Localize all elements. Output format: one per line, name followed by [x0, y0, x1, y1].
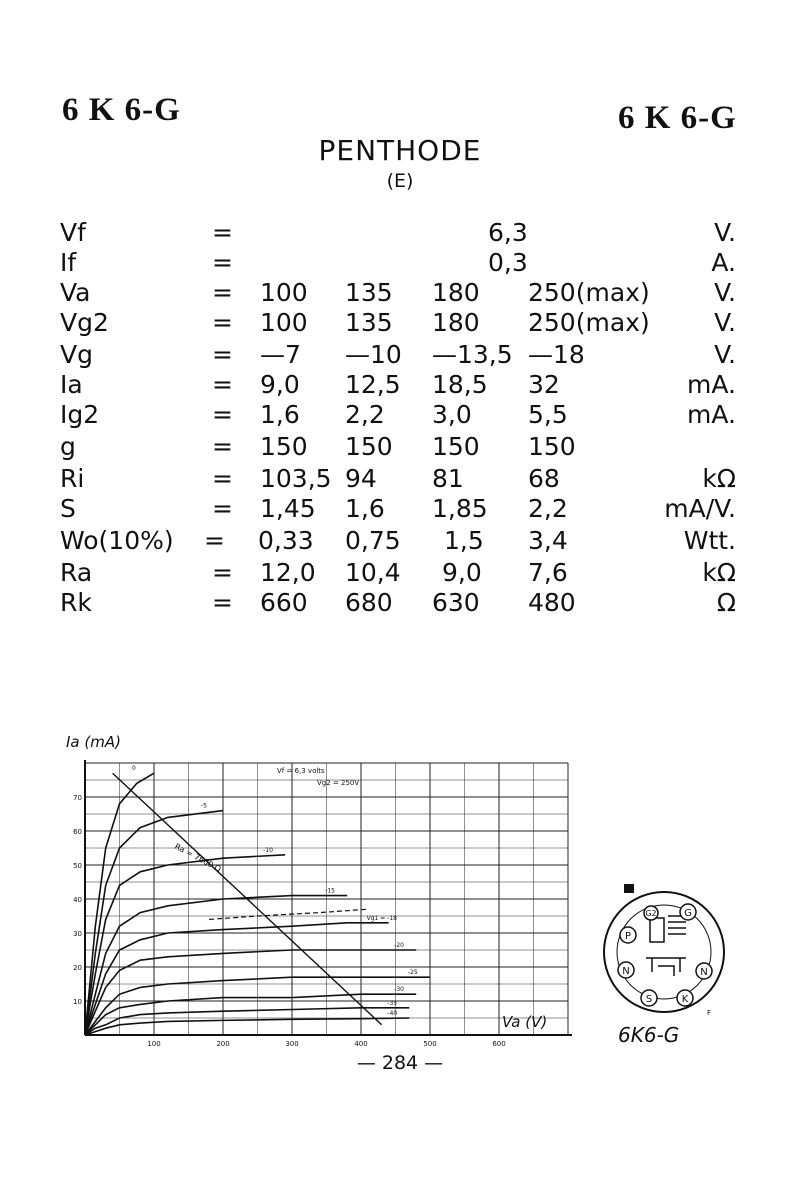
param-symbol: S	[60, 494, 76, 523]
param-value: 135	[345, 278, 393, 307]
param-symbol: If	[60, 248, 77, 277]
param-symbol: Ia	[60, 370, 83, 399]
param-unit: mA.	[687, 370, 736, 399]
param-value: —7	[260, 340, 301, 369]
curve-label: -15	[325, 887, 336, 895]
y-axis-label: Ia (mA)	[66, 733, 121, 751]
param-equals: =	[212, 308, 233, 337]
anode-characteristics-chart	[62, 725, 582, 1050]
param-row-vf	[0, 218, 800, 250]
param-value: 9,0	[260, 370, 300, 399]
param-equals: =	[212, 558, 233, 587]
param-value: 103,5	[260, 464, 332, 493]
pin-label: F	[707, 1009, 712, 1017]
screen-current-curve	[209, 909, 368, 919]
param-symbol: Va	[60, 278, 91, 307]
param-value: 250(max)	[528, 278, 650, 307]
x-tick-label: 100	[147, 1040, 161, 1048]
param-unit: mA/V.	[664, 494, 736, 523]
param-value: 250(max)	[528, 308, 650, 337]
param-row-g	[0, 432, 800, 464]
pin-label: G2	[645, 909, 657, 918]
x-axis-label: Va (V)	[502, 1013, 548, 1031]
curve-label: -30	[394, 986, 405, 994]
socket-caption: 6K6-G	[618, 1023, 680, 1047]
param-value: 6,3	[488, 218, 528, 247]
param-symbol: Ri	[60, 464, 85, 493]
param-symbol: Ig2	[60, 400, 100, 429]
param-value: 150	[260, 432, 308, 461]
param-value: 94	[345, 464, 377, 493]
param-value: 68	[528, 464, 560, 493]
param-value: 630	[432, 588, 480, 617]
param-value: 660	[260, 588, 308, 617]
curve-vg-30	[85, 994, 416, 1035]
param-value: 9,0	[442, 558, 482, 587]
param-equals: =	[212, 278, 233, 307]
param-equals: =	[212, 432, 233, 461]
param-value: 0,33	[258, 526, 314, 555]
param-value: 150	[345, 432, 393, 461]
param-unit: A.	[711, 248, 736, 277]
param-row-va	[0, 278, 800, 310]
param-value: —13,5	[432, 340, 513, 369]
y-tick-label: 30	[73, 930, 82, 938]
pin-label: P	[624, 931, 632, 942]
socket-diagram	[592, 880, 742, 1060]
x-tick-label: 400	[354, 1040, 368, 1048]
x-tick-label: 500	[423, 1040, 437, 1048]
param-value: 0,3	[488, 248, 528, 277]
x-tick-label: 200	[216, 1040, 230, 1048]
param-symbol: Rk	[60, 588, 92, 617]
curve-label: -40	[387, 1010, 398, 1017]
param-value: 680	[345, 588, 393, 617]
chart-annotation-vg2: Vg2 = 250V	[317, 779, 360, 787]
param-equals: =	[212, 340, 233, 369]
param-symbol: Vg	[60, 340, 93, 369]
pin-label: N	[700, 967, 708, 978]
x-tick-label: 300	[285, 1040, 299, 1048]
param-row-ig2	[0, 400, 800, 432]
curve-label: -10	[263, 846, 273, 854]
param-row-wo	[0, 526, 800, 558]
param-row-vg2	[0, 308, 800, 340]
param-value: 1,6	[260, 400, 300, 429]
curve-label: 0	[132, 765, 136, 773]
param-symbol: Ra	[60, 558, 93, 587]
tube-type: PENTHODE	[318, 134, 482, 167]
param-value: 3,4	[528, 526, 568, 555]
param-value: 1,85	[432, 494, 488, 523]
param-unit: Ω	[716, 588, 736, 617]
y-tick-label: 50	[73, 862, 82, 870]
param-value: 2,2	[528, 494, 568, 523]
curve-vg-15	[85, 896, 347, 1035]
param-unit: V.	[714, 308, 736, 337]
chart-annotation-vf: Vf = 6,3 volts	[277, 767, 325, 775]
param-value: 18,5	[432, 370, 488, 399]
param-value: 3,0	[432, 400, 472, 429]
param-value: 180	[432, 278, 480, 307]
param-value: 81	[432, 464, 464, 493]
param-value: 1,6	[345, 494, 385, 523]
param-value: 1,5	[444, 526, 484, 555]
param-value: 100	[260, 308, 308, 337]
curve-label: -5	[201, 802, 207, 810]
param-row-rk	[0, 588, 800, 620]
curve-label: Vg1 = -18	[366, 914, 397, 922]
param-value: 10,4	[345, 558, 401, 587]
y-tick-label: 70	[73, 794, 82, 802]
curve-vg-20	[85, 950, 416, 1035]
param-row-ra	[0, 558, 800, 590]
param-symbol: Vg2	[60, 308, 109, 337]
param-unit: mA.	[687, 400, 736, 429]
socket-key	[624, 884, 634, 893]
param-value: 135	[345, 308, 393, 337]
curve-label: -20	[394, 942, 405, 949]
chart-grid	[85, 763, 568, 1035]
load-line-label: Ra = 7600 Ω	[173, 841, 223, 874]
curve-label: -25	[408, 969, 418, 977]
param-value: 100	[260, 278, 308, 307]
param-symbol: g	[60, 432, 76, 461]
title-left: 6 K 6-G	[62, 92, 181, 128]
param-value: 12,5	[345, 370, 401, 399]
param-value: 5,5	[528, 400, 568, 429]
param-row-if	[0, 248, 800, 280]
page-number: — 284 —	[356, 1052, 444, 1074]
param-row-vg	[0, 340, 800, 372]
param-value: 32	[528, 370, 560, 399]
param-value: 2,2	[345, 400, 385, 429]
param-unit: V.	[714, 218, 736, 247]
param-value: 150	[432, 432, 480, 461]
y-tick-label: 10	[73, 998, 82, 1006]
param-unit: V.	[714, 340, 736, 369]
param-value: 7,6	[528, 558, 568, 587]
param-equals: =	[212, 400, 233, 429]
electrode-symbol	[646, 916, 686, 976]
param-equals: =	[212, 464, 233, 493]
param-value: 1,45	[260, 494, 316, 523]
param-value: —10	[345, 340, 402, 369]
param-equals: =	[204, 526, 225, 555]
param-row-ia	[0, 370, 800, 402]
param-value: 480	[528, 588, 576, 617]
param-symbol: Wo(10%)	[60, 526, 174, 555]
param-equals: =	[212, 370, 233, 399]
param-unit: kΩ	[702, 558, 736, 587]
pin-label: S	[645, 994, 653, 1005]
x-tick-label: 600	[492, 1040, 506, 1048]
y-tick-label: 60	[73, 828, 82, 836]
param-unit: Wtt.	[683, 526, 736, 555]
param-row-s	[0, 494, 800, 526]
param-equals: =	[212, 248, 233, 277]
param-equals: =	[212, 588, 233, 617]
pin-label: K	[681, 994, 689, 1005]
param-value: 180	[432, 308, 480, 337]
param-unit: kΩ	[702, 464, 736, 493]
pin-label: N	[622, 966, 630, 977]
param-equals: =	[212, 218, 233, 247]
param-symbol: Vf	[60, 218, 86, 247]
param-value: —18	[528, 340, 585, 369]
param-equals: =	[212, 494, 233, 523]
tube-subtype: (E)	[386, 170, 414, 192]
param-value: 12,0	[260, 558, 316, 587]
param-value: 150	[528, 432, 576, 461]
title-right: 6 K 6-G	[618, 100, 737, 136]
param-value: 0,75	[345, 526, 401, 555]
socket-outline	[604, 892, 724, 1012]
pin-label: G	[684, 908, 692, 919]
y-tick-label: 20	[73, 964, 82, 972]
y-tick-label: 40	[73, 896, 82, 904]
param-unit: V.	[714, 278, 736, 307]
curve-label: -35	[387, 999, 398, 1007]
param-row-ri	[0, 464, 800, 496]
